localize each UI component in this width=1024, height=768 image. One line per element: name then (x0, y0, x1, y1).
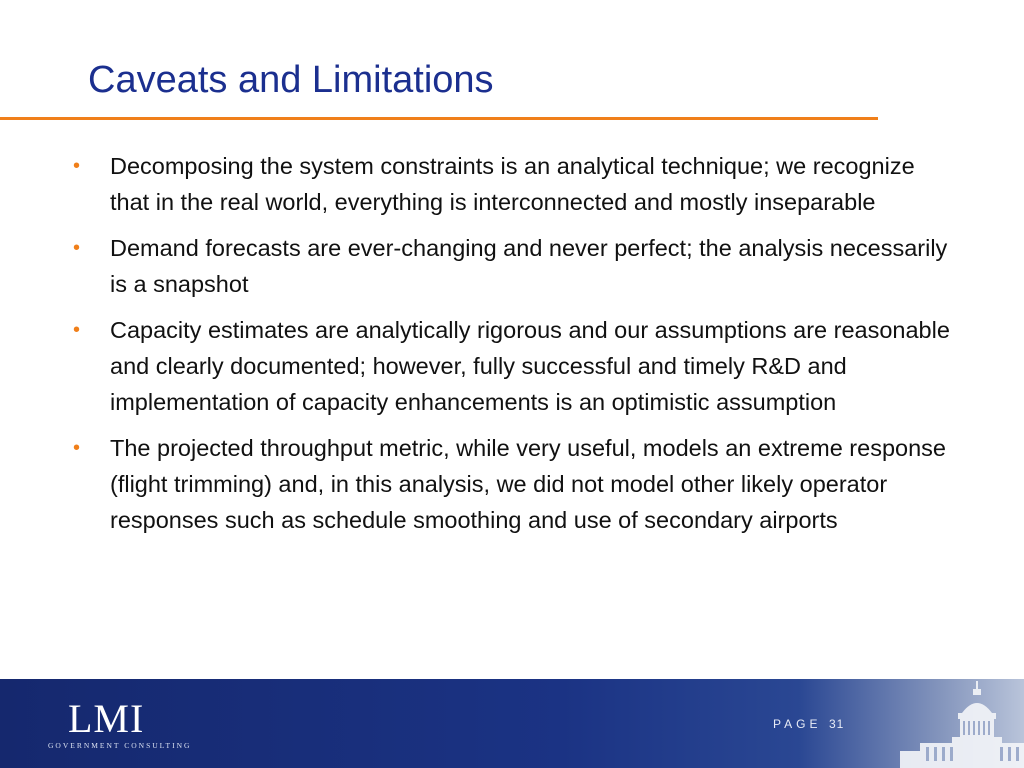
bullet-list (70, 148, 950, 548)
bullet-marker: • (73, 237, 81, 259)
bullet-text: Capacity estimates are analytically rigorous and our assumptions are reasonable and clearly documented; however, fully successful and timely R&D and implementation of capacity enhancements is an optimistic assumption (110, 317, 950, 415)
bullet-marker: • (73, 437, 81, 459)
bullet-item (70, 148, 950, 220)
page-label: PAGE (773, 717, 822, 731)
bullet-marker: • (73, 319, 81, 341)
capitol-dome-icon (900, 679, 1024, 768)
bullet-text: The projected throughput metric, while very useful, models an extreme response (flight trimming) and, in this analysis, we did not model other likely operator responses such as schedule smoothing and use of secondary airports (110, 435, 946, 533)
page-number: 31 (829, 717, 845, 731)
bullet-item (70, 430, 950, 538)
bullet-item (70, 312, 950, 420)
bullet-text: Decomposing the system constraints is an analytical technique; we recognize that in the real world, everything is interconnected and mostly inseparable (110, 153, 915, 215)
logo-wordmark: LMI (68, 696, 145, 741)
bullet-marker: • (73, 155, 81, 177)
slide-title: Caveats and Limitations (88, 59, 494, 101)
title-underline (0, 117, 878, 120)
lmi-logo (48, 696, 192, 757)
bullet-item (70, 230, 950, 302)
footer-band (0, 679, 1024, 768)
bullet-text: Demand forecasts are ever-changing and never perfect; the analysis necessarily is a snapshot (110, 235, 948, 297)
logo-subtitle: GOVERNMENT CONSULTING (48, 741, 192, 750)
